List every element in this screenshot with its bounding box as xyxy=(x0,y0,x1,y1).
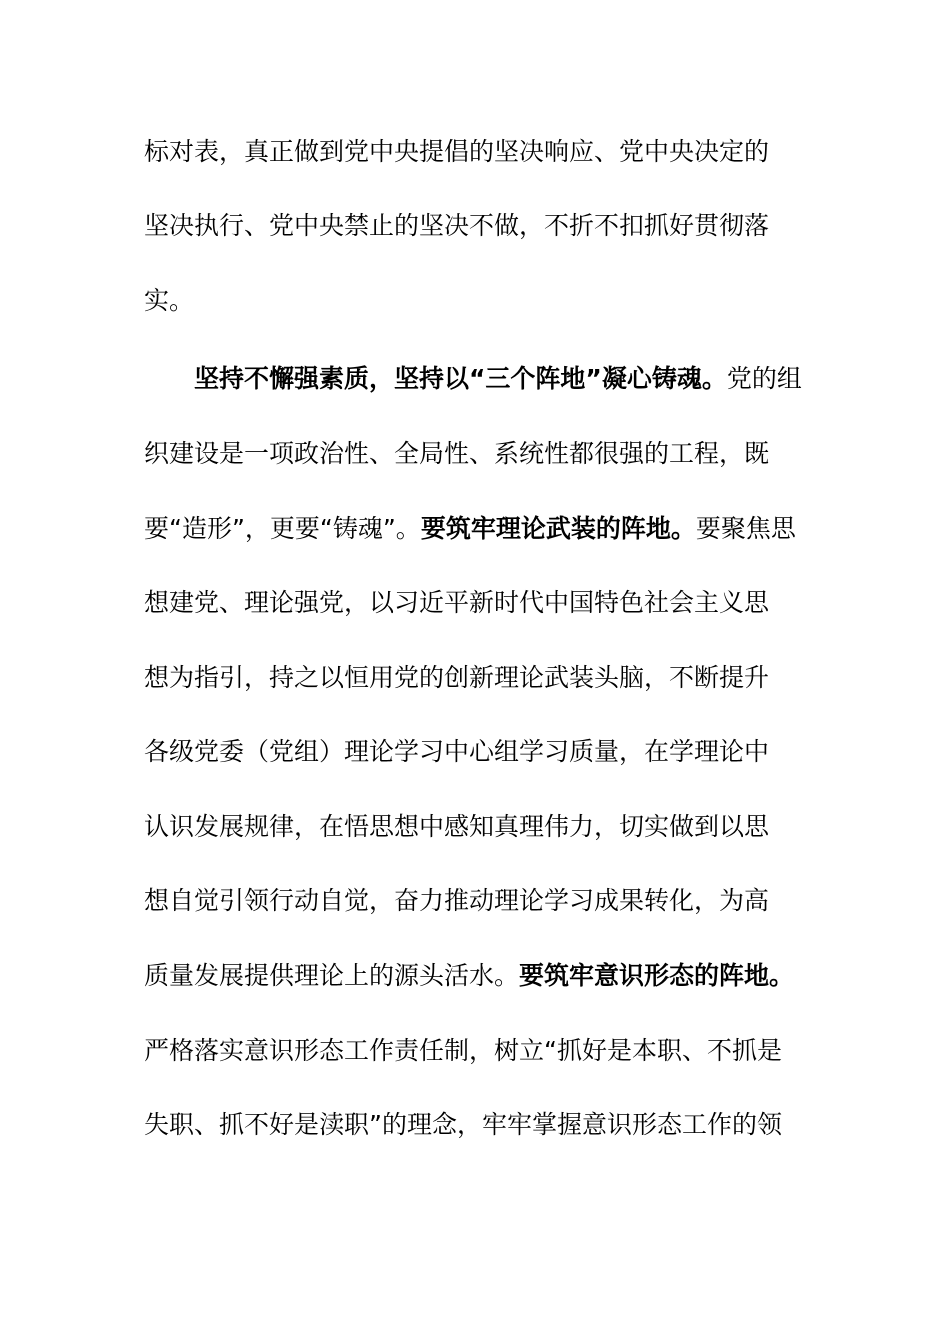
text-line xyxy=(144,807,834,847)
text-line xyxy=(144,1031,834,1071)
bold-subheading: 要筑牢理论武装的阵地。 xyxy=(420,514,696,543)
text-line xyxy=(144,732,834,772)
text-run: 想自觉引领行动自觉，奋力推动理论学习成果转化，为高 xyxy=(144,886,770,915)
text-line xyxy=(144,956,834,996)
text-line xyxy=(144,583,834,623)
text-line xyxy=(144,881,834,921)
text-line xyxy=(144,206,834,246)
text-line xyxy=(144,509,834,549)
text-run: 认识发展规律，在悟思想中感知真理伟力，切实做到以思 xyxy=(144,812,770,841)
text-run: 想为指引，持之以恒用党的创新理论武装头脑，不断提升 xyxy=(144,663,770,692)
text-run: 要聚焦思 xyxy=(695,514,796,543)
text-run: 严格落实意识形态工作责任制，树立“抓好是本职、不抓是 xyxy=(144,1036,782,1065)
text-line-heading xyxy=(194,359,834,399)
text-run: 失职、抓不好是渎职”的理念，牢牢掌握意识形态工作的领 xyxy=(144,1110,782,1139)
text-line xyxy=(144,281,834,321)
bold-subheading: 要筑牢意识形态的阵地。 xyxy=(519,961,795,990)
text-line xyxy=(144,132,834,172)
text-run: 织建设是一项政治性、全局性、系统性都很强的工程，既 xyxy=(144,439,770,468)
text-run: 实。 xyxy=(144,286,195,315)
text-run: 要“造形”，更要“铸魂”。 xyxy=(144,514,421,543)
text-run: 各级党委（党组）理论学习中心组学习质量，在学理论中 xyxy=(144,737,770,766)
text-line xyxy=(144,1105,834,1145)
text-line xyxy=(144,434,834,474)
bold-heading: 坚持不懈强素质，坚持以“三个阵地”凝心铸魂。 xyxy=(194,364,727,393)
text-run: 质量发展提供理论上的源头活水。 xyxy=(144,961,520,990)
text-run: 坚决执行、党中央禁止的坚决不做，不折不扣抓好贯彻落 xyxy=(144,211,770,240)
text-run: 党的组 xyxy=(726,364,802,393)
text-run: 标对表，真正做到党中央提倡的坚决响应、党中央决定的 xyxy=(144,137,770,166)
text-line xyxy=(144,658,834,698)
text-run: 想建党、理论强党，以习近平新时代中国特色社会主义思 xyxy=(144,588,770,617)
